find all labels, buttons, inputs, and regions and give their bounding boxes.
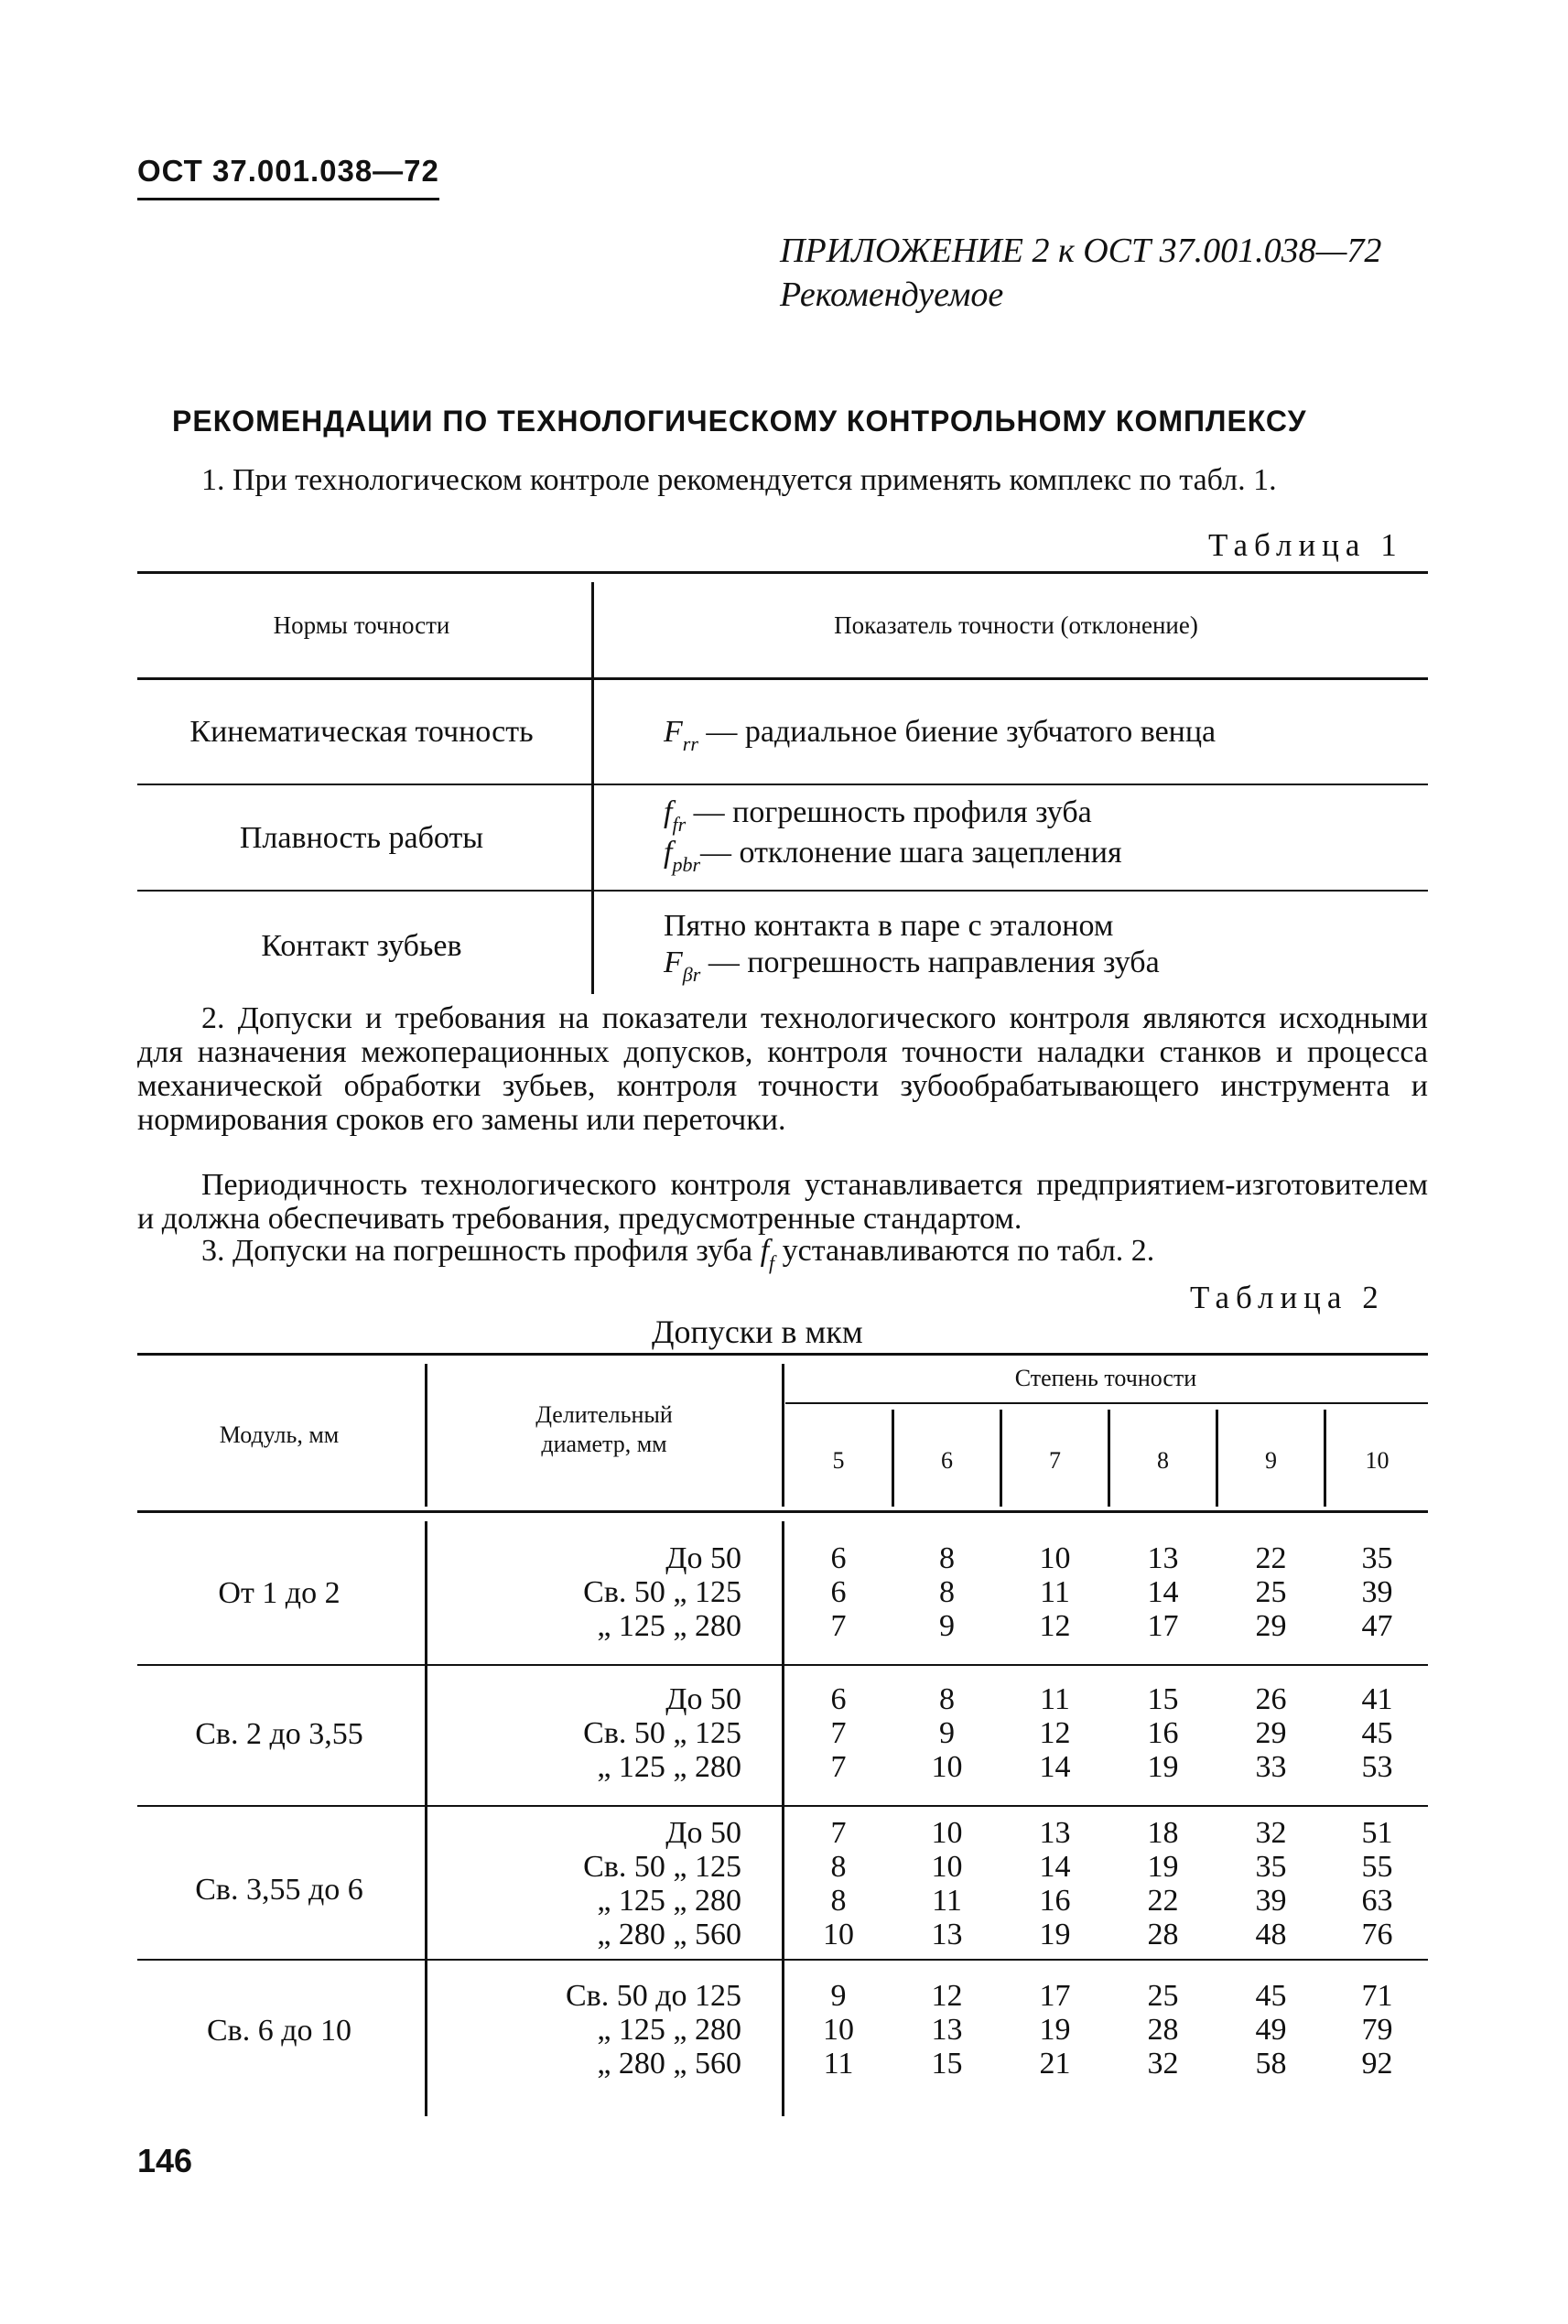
- table2-degree-7: 7: [1049, 1447, 1061, 1474]
- table2-divider: [782, 1521, 784, 2116]
- table2-cell: 7 8 8 10: [823, 1816, 854, 1951]
- table2-cell: 10 10 11 13: [931, 1816, 963, 1951]
- table2-cell: 8 8 9: [939, 1541, 955, 1643]
- indicator-text: — радиальное биение зубчатого венца: [697, 715, 1217, 749]
- table2-module: От 1 до 2: [218, 1576, 341, 1610]
- table2-cell: 32 35 39 48: [1255, 1816, 1287, 1951]
- table2-cell: 17 19 21: [1039, 1979, 1071, 2081]
- table2-cell: 26 29 33: [1255, 1682, 1287, 1784]
- table2-cell: 11 12 14: [1039, 1682, 1071, 1784]
- symbol: f: [664, 836, 673, 870]
- table2-diameters: До 50 Св. 50 „ 125 „ 125 „ 280: [583, 1541, 741, 1643]
- paragraph-2b: Периодичность технологического контроля устанавливается предприятием-изготовителем и должна обеспечивать требования, предусмотренные стандартом.: [137, 1168, 1428, 1236]
- table1-row1-norm: Кинематическая точность: [189, 715, 534, 749]
- table2-cell: 45 49 58: [1255, 1979, 1287, 2081]
- symbol: F: [664, 715, 683, 749]
- table2-cell: 10 11 12: [1039, 1541, 1071, 1643]
- symbol: f: [760, 1234, 770, 1268]
- table2-cell: 41 45 53: [1361, 1682, 1393, 1784]
- indicator-text: — погрешность направления зуба: [700, 946, 1160, 979]
- table2-cell: 51 55 63 76: [1361, 1816, 1393, 1951]
- table1-row2-norm: Плавность работы: [239, 821, 484, 855]
- table2-cell: 35 39 47: [1361, 1541, 1393, 1643]
- table2-units: Допуски в мкм: [652, 1313, 863, 1350]
- table2-cell: 9 10 11: [823, 1979, 854, 2081]
- table2-header-rule: [137, 1510, 1428, 1513]
- table2-cell: 8 9 10: [931, 1682, 963, 1784]
- table2-group-rule: [137, 1664, 1428, 1666]
- table1-row3-norm: Контакт зубьев: [261, 929, 462, 963]
- table2-degree-rule: [785, 1402, 1428, 1404]
- table1-header-rule: [137, 677, 1428, 680]
- document-code: ОСТ 37.001.038—72: [137, 154, 439, 188]
- table2-cell: 12 13 15: [931, 1979, 963, 2081]
- table2-divider: [425, 1364, 427, 1507]
- table1-row2-line2: [664, 833, 1122, 876]
- table2-diameters: До 50 Св. 50 „ 125 „ 125 „ 280: [583, 1682, 741, 1784]
- appendix-block: [780, 229, 1381, 317]
- indicator-text: — отклонение шага зацепления: [700, 836, 1122, 870]
- table2-header-degree: Степень точности: [1014, 1365, 1197, 1391]
- paragraph-1: 1. При технологическом контроле рекомендуется применять комплекс по табл. 1.: [201, 463, 1277, 497]
- table2-cell: 6 7 7: [830, 1682, 847, 1784]
- table1-row1-line1: [664, 712, 1216, 755]
- table2-cell: 18 19 22 28: [1147, 1816, 1179, 1951]
- symbol-subscript: βr: [682, 963, 701, 986]
- table2-module: Св. 3,55 до 6: [195, 1873, 363, 1907]
- table1-row-rule: [137, 890, 1428, 892]
- paragraph-2: 2. Допуски и требования на показатели технологического контроля являются исходными для назначения межоперационных допусков, контроля точности наладки станков и процесса механической обработки зубьев, контроля точности зубообрабатывающего инструмента и нормирования сроков его замены или переточки.: [137, 1001, 1428, 1137]
- table1-row3-line2: [664, 943, 1160, 986]
- table2-caption: Таблица 2: [1190, 1280, 1385, 1315]
- table2-cell: 13 14 17: [1147, 1541, 1179, 1643]
- table2-divider: [782, 1364, 784, 1507]
- table2-cell: 25 28 32: [1147, 1979, 1179, 2081]
- table2-cell: 6 6 7: [830, 1541, 847, 1643]
- symbol: F: [664, 946, 683, 979]
- symbol: f: [664, 795, 673, 829]
- symbol-subscript: fr: [672, 813, 687, 836]
- table2-module: Св. 6 до 10: [206, 2014, 352, 2048]
- table2-degree-10: 10: [1365, 1447, 1390, 1474]
- section-heading: РЕКОМЕНДАЦИИ ПО ТЕХНОЛОГИЧЕСКОМУ КОНТРОЛЬНОМУ КОМПЛЕКСУ: [172, 405, 1307, 438]
- table2-divider: [425, 1521, 427, 2116]
- symbol-subscript: rr: [682, 732, 698, 755]
- symbol-subscript: f: [769, 1251, 775, 1274]
- table2-cell: 15 16 19: [1147, 1682, 1179, 1784]
- table1-row3-line1: [664, 906, 1113, 946]
- table2-header-diameter: Делительный диаметр, мм: [535, 1401, 673, 1457]
- table2-degree-6: 6: [941, 1447, 953, 1474]
- table1-row2-line1: [664, 793, 1092, 836]
- page-number: 146: [137, 2142, 193, 2179]
- appendix-status: Рекомендуемое: [780, 276, 1004, 314]
- table2-header-module: Модуль, мм: [219, 1421, 340, 1448]
- paragraph-3: [137, 1234, 1428, 1274]
- indicator-text: — погрешность профиля зуба: [686, 795, 1092, 829]
- table1-header-indicator: Показатель точности (отклонение): [834, 611, 1198, 639]
- table2-cell: 13 14 16 19: [1039, 1816, 1071, 1951]
- table2-degree-5: 5: [832, 1447, 845, 1474]
- paragraph-3-text: 3. Допуски на погрешность профиля зуба: [201, 1234, 761, 1268]
- table2-degree-8: 8: [1157, 1447, 1169, 1474]
- table1-header-norms: Нормы точности: [273, 611, 450, 639]
- table1-divider: [591, 582, 594, 994]
- table1-top-rule: [137, 571, 1428, 574]
- table1-caption: Таблица 1: [1208, 527, 1403, 563]
- symbol-subscript: pbr: [672, 853, 701, 876]
- table2-group-rule: [137, 1959, 1428, 1961]
- table2-top-rule: [137, 1353, 1428, 1356]
- table2-cell: 71 79 92: [1361, 1979, 1393, 2081]
- table2-cell: 22 25 29: [1255, 1541, 1287, 1643]
- header-underline: [137, 198, 439, 200]
- table2-diameters: До 50 Св. 50 „ 125 „ 125 „ 280 „ 280 „ 560: [583, 1816, 741, 1951]
- appendix-line: ПРИЛОЖЕНИЕ 2 к ОСТ 37.001.038—72: [780, 232, 1382, 270]
- paragraph-3-text-end: устанавливаются по табл. 2.: [774, 1234, 1155, 1268]
- table1-row-rule: [137, 784, 1428, 785]
- table2-group-rule: [137, 1805, 1428, 1807]
- table2-diameters: Св. 50 до 125 „ 125 „ 280 „ 280 „ 560: [565, 1979, 741, 2081]
- table2-degree-9: 9: [1265, 1447, 1277, 1474]
- indicator-text: Пятно контакта в паре с эталоном: [664, 909, 1114, 943]
- table2-module: Св. 2 до 3,55: [195, 1717, 363, 1751]
